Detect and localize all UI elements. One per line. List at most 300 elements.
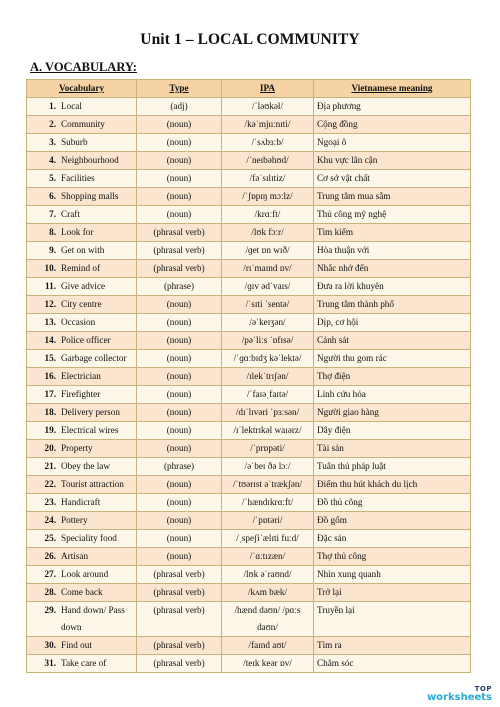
table-row — [27, 314, 471, 332]
header-ipa: IPA — [222, 80, 314, 98]
vocab-word — [27, 530, 137, 548]
word-type-text: (noun) — [166, 443, 192, 453]
table-row — [27, 332, 471, 350]
vietnamese-meaning-text: Khu vực lân cận — [317, 155, 378, 165]
vocab-word — [27, 476, 137, 494]
row-number: 31. — [44, 658, 56, 668]
vietnamese-meaning — [314, 206, 471, 224]
vocab-word — [27, 350, 137, 368]
row-number: 2. — [49, 119, 56, 129]
header-vocabulary: Vocabulary — [27, 80, 137, 98]
vietnamese-meaning-text: Cảnh sát — [317, 335, 349, 345]
vocab-word-text: Speciality food — [61, 533, 117, 543]
vietnamese-meaning-text: Đồ gốm — [317, 515, 347, 525]
ipa-transcription-text: /ˈhændɪkrɑːft/ — [241, 497, 294, 507]
vietnamese-meaning — [314, 566, 471, 584]
word-type — [137, 637, 222, 655]
word-type-text: (noun) — [166, 335, 192, 345]
vocab-word — [27, 566, 137, 584]
ipa-transcription — [222, 152, 314, 170]
ipa-transcription — [222, 494, 314, 512]
vocab-word — [27, 278, 137, 296]
word-type-text: (noun) — [166, 551, 192, 561]
vocab-word-text: Handicraft — [61, 497, 101, 507]
row-number: 16. — [44, 371, 56, 381]
word-type-text: (phrasal verb) — [153, 658, 205, 668]
vocab-word — [27, 152, 137, 170]
vocab-word-text: Artisan — [61, 551, 89, 561]
table-row — [27, 170, 471, 188]
vietnamese-meaning-text: Người thu gom rác — [317, 353, 387, 363]
vocab-word — [27, 637, 137, 655]
word-type — [137, 152, 222, 170]
vietnamese-meaning-text: Dịp, cơ hội — [317, 317, 359, 327]
vocab-word-text: Delivery person — [61, 407, 120, 417]
word-type — [137, 602, 222, 637]
vietnamese-meaning-text: Đồ thủ công — [317, 497, 363, 507]
ipa-transcription — [222, 440, 314, 458]
table-row — [27, 422, 471, 440]
vietnamese-meaning-text: Điểm thu hút khách du lịch — [317, 479, 418, 489]
ipa-transcription-text: /ˈtʊərɪst əˈtrækʃən/ — [232, 479, 303, 489]
vietnamese-meaning — [314, 260, 471, 278]
table-row — [27, 350, 471, 368]
table-row — [27, 566, 471, 584]
ipa-transcription — [222, 350, 314, 368]
table-row — [27, 548, 471, 566]
vocab-word-text: Electrician — [61, 371, 101, 381]
word-type-text: (noun) — [166, 389, 192, 399]
ipa-transcription — [222, 512, 314, 530]
ipa-transcription — [222, 584, 314, 602]
word-type — [137, 566, 222, 584]
word-type — [137, 224, 222, 242]
word-type — [137, 548, 222, 566]
row-number: 19. — [44, 425, 56, 435]
vocab-word — [27, 116, 137, 134]
vocab-word — [27, 584, 137, 602]
ipa-transcription — [222, 296, 314, 314]
table-row — [27, 440, 471, 458]
ipa-transcription — [222, 188, 314, 206]
word-type-text: (phrasal verb) — [153, 640, 205, 650]
ipa-transcription — [222, 170, 314, 188]
ipa-transcription — [222, 566, 314, 584]
table-row — [27, 494, 471, 512]
word-type — [137, 278, 222, 296]
row-number: 7. — [49, 209, 56, 219]
ipa-transcription-text: /faɪnd aʊt/ — [248, 640, 287, 650]
vietnamese-meaning-text: Truyền lại — [317, 605, 355, 615]
vocab-word — [27, 655, 137, 673]
header-meaning: Vietnamese meaning — [314, 80, 471, 98]
vietnamese-meaning-text: Cơ sở vật chất — [317, 173, 370, 183]
vocab-word — [27, 260, 137, 278]
ipa-transcription — [222, 655, 314, 673]
vocab-word-text: Find out — [61, 640, 92, 650]
word-type — [137, 476, 222, 494]
vietnamese-meaning — [314, 170, 471, 188]
row-number: 13. — [44, 317, 56, 327]
vietnamese-meaning — [314, 440, 471, 458]
vocab-word-text: Craft — [61, 209, 80, 219]
vietnamese-meaning — [314, 458, 471, 476]
ipa-transcription — [222, 368, 314, 386]
word-type — [137, 368, 222, 386]
section-heading: A. VOCABULARY: — [30, 60, 137, 74]
row-number: 12. — [44, 299, 56, 309]
vocab-word — [27, 188, 137, 206]
ipa-transcription-text: /əˈkeɪʒən/ — [249, 317, 286, 327]
ipa-transcription-text: /lʊk əˈraʊnd/ — [243, 569, 292, 579]
vocab-word-text: Come back — [61, 587, 103, 597]
ipa-transcription-text: /ˈɡɑːbɪdʒ kəˈlektə/ — [233, 353, 302, 363]
vietnamese-meaning — [314, 368, 471, 386]
word-type-text: (phrasal verb) — [153, 263, 205, 273]
vocab-word — [27, 296, 137, 314]
table-row — [27, 512, 471, 530]
row-number: 17. — [44, 389, 56, 399]
vietnamese-meaning — [314, 152, 471, 170]
word-type — [137, 458, 222, 476]
table-row — [27, 404, 471, 422]
ipa-transcription — [222, 260, 314, 278]
ipa-transcription-text: /ɡet ɒn wɪð/ — [245, 245, 290, 255]
ipa-transcription-text: /ˈpɒtəri/ — [252, 515, 283, 525]
ipa-transcription-text: /kʌm bæk/ — [247, 587, 288, 597]
ipa-transcription-text: /ˈneɪbəhʊd/ — [246, 155, 289, 165]
row-number: 1. — [49, 101, 56, 111]
word-type-text: (noun) — [166, 479, 192, 489]
vocab-word-text: Electrical wires — [61, 425, 119, 435]
vocab-word-text: Police officer — [61, 335, 111, 345]
vietnamese-meaning-text: Địa phương — [317, 101, 361, 111]
vocab-word — [27, 368, 137, 386]
vietnamese-meaning-text: Tuân thủ pháp luật — [317, 461, 386, 471]
word-type — [137, 350, 222, 368]
vietnamese-meaning-text: Nhắc nhở đến — [317, 263, 369, 273]
word-type — [137, 296, 222, 314]
ipa-transcription — [222, 332, 314, 350]
ipa-transcription — [222, 242, 314, 260]
row-number: 10. — [44, 263, 56, 273]
row-number: 28. — [44, 587, 56, 597]
vietnamese-meaning — [314, 548, 471, 566]
ipa-transcription — [222, 404, 314, 422]
vocab-word — [27, 440, 137, 458]
vocab-word — [27, 242, 137, 260]
table-row — [27, 458, 471, 476]
word-type — [137, 206, 222, 224]
ipa-transcription — [222, 116, 314, 134]
vietnamese-meaning-text: Trở lại — [317, 587, 342, 597]
vocab-word-text: City centre — [61, 299, 102, 309]
word-type — [137, 314, 222, 332]
vocab-word-text: Local — [61, 101, 82, 111]
ipa-transcription — [222, 98, 314, 116]
word-type-text: (noun) — [166, 407, 192, 417]
row-number: 22. — [44, 479, 56, 489]
ipa-transcription-text: /ɡɪv ədˈvaɪs/ — [244, 281, 291, 291]
vocab-word — [27, 404, 137, 422]
vietnamese-meaning — [314, 332, 471, 350]
row-number: 11. — [45, 281, 56, 291]
word-type — [137, 260, 222, 278]
word-type-text: (phrasal verb) — [153, 569, 205, 579]
vocab-word — [27, 422, 137, 440]
word-type-text: (phrase) — [163, 461, 195, 471]
ipa-transcription — [222, 278, 314, 296]
vietnamese-meaning — [314, 637, 471, 655]
row-number: 26. — [44, 551, 56, 561]
table-row — [27, 476, 471, 494]
table-row — [27, 98, 471, 116]
ipa-transcription-text: /kəˈmjuːnɪti/ — [244, 119, 291, 129]
word-type-text: (noun) — [166, 137, 192, 147]
ipa-transcription-text: /ˈprɒpəti/ — [250, 443, 285, 453]
word-type — [137, 170, 222, 188]
vocab-word — [27, 602, 137, 637]
ipa-transcription — [222, 314, 314, 332]
ipa-transcription — [222, 637, 314, 655]
table-row — [27, 655, 471, 673]
table-row — [27, 296, 471, 314]
table-row — [27, 242, 471, 260]
vietnamese-meaning — [314, 422, 471, 440]
vocab-word-text: Garbage collector — [61, 353, 127, 363]
table-row — [27, 278, 471, 296]
word-type-text: (noun) — [166, 533, 192, 543]
vocab-word-text: Take care of — [61, 658, 107, 668]
row-number: 9. — [49, 245, 56, 255]
word-type-text: (noun) — [166, 371, 192, 381]
vocab-word — [27, 458, 137, 476]
ipa-transcription-text: /ˈsʌbɜːb/ — [251, 137, 284, 147]
vietnamese-meaning — [314, 530, 471, 548]
vietnamese-meaning-text: Nhìn xung quanh — [317, 569, 381, 579]
ipa-transcription-text: /ɪlekˈtrɪʃən/ — [246, 371, 289, 381]
vocab-word — [27, 206, 137, 224]
ipa-transcription-text: /ˈɑːtɪzæn/ — [249, 551, 286, 561]
table-row — [27, 386, 471, 404]
vocab-word-text: Shopping malls — [61, 191, 119, 201]
ipa-transcription-text: /pəˈliːs ˈɒfɪsə/ — [241, 335, 294, 345]
row-number: 20. — [44, 443, 56, 453]
ipa-transcription — [222, 530, 314, 548]
ipa-transcription-text: /lʊk fɔːr/ — [251, 227, 284, 237]
word-type — [137, 512, 222, 530]
vocab-word-text: Remind of — [61, 263, 101, 273]
vocab-word — [27, 314, 137, 332]
word-type-text: (phrasal verb) — [153, 227, 205, 237]
vocab-word-text: Community — [61, 119, 105, 129]
ipa-transcription-text: /teɪk keər ɒv/ — [243, 658, 292, 668]
table-row — [27, 152, 471, 170]
vietnamese-meaning-text: Lính cứu hỏa — [317, 389, 366, 399]
vietnamese-meaning-text: Ngoại ô — [317, 137, 347, 147]
ipa-transcription — [222, 602, 314, 637]
table-row — [27, 260, 471, 278]
vocab-word — [27, 494, 137, 512]
table-row — [27, 637, 471, 655]
logo-top-text: TOP — [474, 685, 492, 693]
vietnamese-meaning-text: Người giao hàng — [317, 407, 379, 417]
word-type — [137, 530, 222, 548]
vocab-word — [27, 134, 137, 152]
vocab-word-text: Facilities — [61, 173, 95, 183]
vocab-word-text: Look around — [61, 569, 109, 579]
page-title: Unit 1 – LOCAL COMMUNITY — [140, 31, 360, 48]
vietnamese-meaning — [314, 116, 471, 134]
vietnamese-meaning-text: Tìm kiếm — [317, 227, 353, 237]
row-number: 29. — [44, 605, 56, 615]
ipa-transcription-text: /ˈləʊkəl/ — [251, 101, 284, 111]
word-type-text: (noun) — [166, 497, 192, 507]
vocab-word-text: Hand down/ Pass down — [61, 605, 125, 632]
word-type — [137, 134, 222, 152]
word-type — [137, 422, 222, 440]
ipa-transcription — [222, 476, 314, 494]
vocab-word — [27, 98, 137, 116]
top-worksheets-logo — [427, 685, 492, 703]
row-number: 23. — [44, 497, 56, 507]
table-row — [27, 224, 471, 242]
vietnamese-meaning-text: Thợ điện — [317, 371, 351, 381]
ipa-transcription-text: /ˈfaɪəˌfaɪtə/ — [246, 389, 289, 399]
ipa-transcription-text: /əˈbeɪ ðə lɔː/ — [244, 461, 291, 471]
row-number: 27. — [44, 569, 56, 579]
ipa-transcription-text: /rɪˈmaɪnd ɒv/ — [243, 263, 292, 273]
ipa-transcription — [222, 134, 314, 152]
vocab-word-text: Occasion — [61, 317, 96, 327]
word-type-text: (adj) — [170, 101, 188, 111]
word-type — [137, 584, 222, 602]
vietnamese-meaning — [314, 242, 471, 260]
word-type-text: (noun) — [166, 299, 192, 309]
word-type — [137, 386, 222, 404]
vocab-word-text: Look for — [61, 227, 94, 237]
vietnamese-meaning-text: Dây điện — [317, 425, 351, 435]
row-number: 5. — [49, 173, 56, 183]
vietnamese-meaning-text: Thủ công mỹ nghệ — [317, 209, 387, 219]
ipa-transcription — [222, 458, 314, 476]
table-row — [27, 584, 471, 602]
word-type — [137, 440, 222, 458]
vietnamese-meaning — [314, 350, 471, 368]
vietnamese-meaning — [314, 188, 471, 206]
ipa-transcription-text: /krɑːft/ — [254, 209, 281, 219]
table-row — [27, 206, 471, 224]
table-row — [27, 602, 471, 637]
ipa-transcription — [222, 422, 314, 440]
word-type — [137, 332, 222, 350]
word-type — [137, 98, 222, 116]
vietnamese-meaning-text: Chăm sóc — [317, 658, 354, 668]
vietnamese-meaning — [314, 296, 471, 314]
vietnamese-meaning — [314, 476, 471, 494]
vocab-word — [27, 548, 137, 566]
vietnamese-meaning — [314, 134, 471, 152]
word-type — [137, 188, 222, 206]
word-type — [137, 655, 222, 673]
vocab-word-text: Property — [61, 443, 93, 453]
vocab-word-text: Neighbourhood — [61, 155, 119, 165]
vietnamese-meaning — [314, 404, 471, 422]
vocab-word — [27, 386, 137, 404]
word-type-text: (noun) — [166, 191, 192, 201]
vocab-word-text: Suburb — [61, 137, 88, 147]
word-type-text: (noun) — [166, 353, 192, 363]
logo-worksheets-text: worksheets — [426, 692, 492, 703]
vocab-word — [27, 512, 137, 530]
vietnamese-meaning — [314, 655, 471, 673]
row-number: 4. — [49, 155, 56, 165]
vocab-word-text: Give advice — [61, 281, 106, 291]
vietnamese-meaning — [314, 386, 471, 404]
word-type — [137, 404, 222, 422]
row-number: 24. — [44, 515, 56, 525]
word-type-text: (noun) — [166, 119, 192, 129]
vietnamese-meaning — [314, 602, 471, 637]
word-type — [137, 116, 222, 134]
vietnamese-meaning-text: Đưa ra lời khuyên — [317, 281, 384, 291]
header-type: Type — [137, 80, 222, 98]
vietnamese-meaning-text: Trung tâm thành phố — [317, 299, 394, 309]
vocab-word-text: Get on with — [61, 245, 105, 255]
table-header-row — [27, 80, 471, 98]
ipa-transcription-text: /fəˈsɪlɪtiz/ — [249, 173, 286, 183]
ipa-transcription-text: /dɪˈlɪvəri ˈpɜːsən/ — [235, 407, 300, 417]
row-number: 18. — [44, 407, 56, 417]
ipa-transcription-text: /ˈsɪti ˈsentə/ — [245, 299, 290, 309]
vietnamese-meaning — [314, 314, 471, 332]
vietnamese-meaning — [314, 98, 471, 116]
vocabulary-table — [26, 79, 471, 673]
ipa-transcription — [222, 206, 314, 224]
vietnamese-meaning-text: Tài sản — [317, 443, 344, 453]
ipa-transcription — [222, 386, 314, 404]
word-type-text: (noun) — [166, 317, 192, 327]
table-row — [27, 134, 471, 152]
row-number: 3. — [49, 137, 56, 147]
word-type-text: (noun) — [166, 209, 192, 219]
word-type-text: (phrasal verb) — [153, 605, 205, 615]
word-type-text: (phrase) — [163, 281, 195, 291]
vietnamese-meaning — [314, 512, 471, 530]
row-number: 21. — [44, 461, 56, 471]
vietnamese-meaning-text: Hòa thuận với — [317, 245, 370, 255]
row-number: 14. — [44, 335, 56, 345]
vietnamese-meaning-text: Cộng đồng — [317, 119, 358, 129]
vietnamese-meaning-text: Thợ thủ công — [317, 551, 367, 561]
table-row — [27, 188, 471, 206]
word-type-text: (noun) — [166, 155, 192, 165]
vocab-word-text: Firefighter — [61, 389, 101, 399]
vocab-word-text: Obey the law — [61, 461, 110, 471]
ipa-transcription-text: /ˌspeʃiˈælɪti fuːd/ — [236, 533, 299, 543]
vocab-word-text: Tourist attraction — [61, 479, 124, 489]
vietnamese-meaning-text: Trung tâm mua sắm — [317, 191, 391, 201]
row-number: 8. — [49, 227, 56, 237]
vocab-word — [27, 224, 137, 242]
vietnamese-meaning-text: Tìm ra — [317, 640, 342, 650]
vietnamese-meaning — [314, 494, 471, 512]
vietnamese-meaning-text: Đặc sản — [317, 533, 347, 543]
row-number: 15. — [44, 353, 56, 363]
table-row — [27, 368, 471, 386]
word-type — [137, 494, 222, 512]
word-type-text: (phrasal verb) — [153, 587, 205, 597]
